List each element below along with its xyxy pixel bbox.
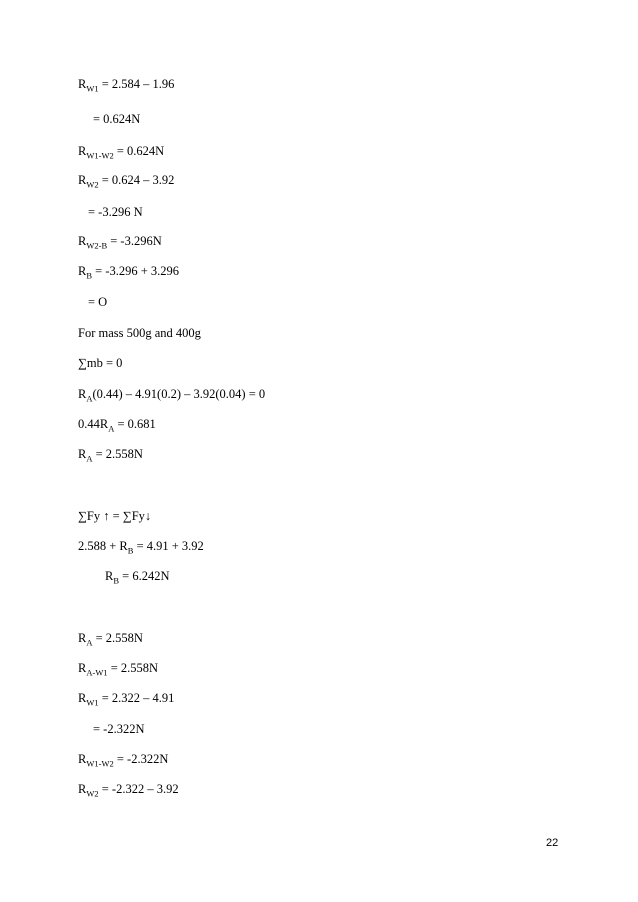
equation-moment: $R_A(0.44) - 4.91(0.2) - 3.92(0.04) = 0$ bbox=[78, 387, 266, 404]
equation-ra-repeat: $R_A = 2.558N$ bbox=[78, 631, 143, 648]
equation-force-sum: ∑Fy ↑ = ∑Fy↓ bbox=[78, 509, 152, 523]
equation-ra: $R_A = 2.558N$ bbox=[78, 447, 143, 464]
equation-rw2-result: = -3.296 N bbox=[88, 205, 143, 219]
equation-force-balance: $2.588 + R_B = 4.91 + 3.92$ bbox=[78, 539, 204, 556]
equation-rw1-w2: $R_{W1-W2} = 0.624N$ bbox=[78, 144, 165, 161]
equation-rw1: $R_{W1} = 2.584 - 1.96$ bbox=[78, 77, 175, 94]
equation-ra-w1: $R_{A-W1} = 2.558N$ bbox=[78, 661, 159, 678]
equation-rw1-second-result: = -2.322N bbox=[93, 722, 145, 736]
equation-rw2-b: $R_{W2-B} = -3.296N$ bbox=[78, 234, 162, 251]
equation-rw1-w2-second: $R_{W1-W2} = -2.322N$ bbox=[78, 752, 169, 769]
equation-rw1-result: = 0.624N bbox=[93, 112, 141, 126]
equation-ra-coefficient: $0.44R_A = 0.681$ bbox=[78, 417, 156, 434]
equation-rw1-second: $R_{W1} = 2.322 - 4.91$ bbox=[78, 691, 175, 708]
page-number: 22 bbox=[546, 837, 559, 849]
equation-rw2-second: $R_{W2} = -2.322 - 3.92$ bbox=[78, 782, 179, 799]
equation-rw2: $R_{W2} = 0.624 - 3.92$ bbox=[78, 173, 175, 190]
equation-moment-sum: ∑mb = 0 bbox=[78, 356, 123, 370]
equation-rb-value: $R_B = 6.242N$ bbox=[105, 569, 170, 586]
section-heading-mass: For mass 500g and 400g bbox=[78, 326, 201, 340]
equation-rb-result: = O bbox=[88, 295, 108, 309]
equation-rb: $R_B = -3.296 + 3.296$ bbox=[78, 264, 180, 281]
